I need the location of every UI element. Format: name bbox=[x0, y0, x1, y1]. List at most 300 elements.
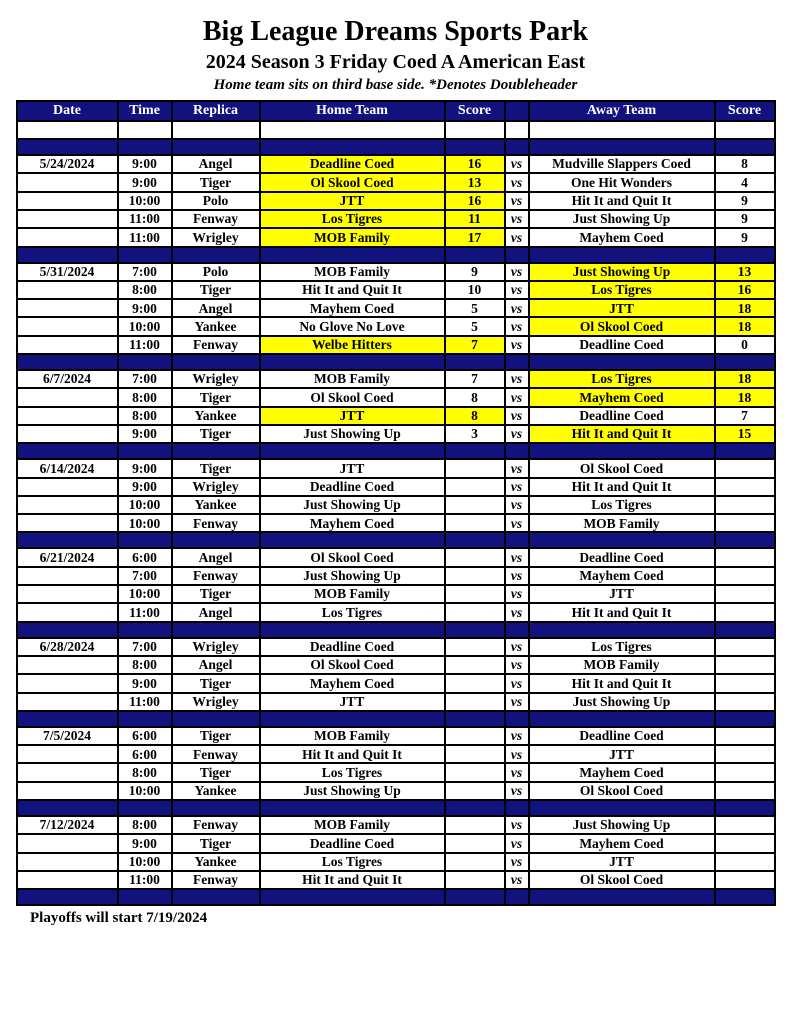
replica-cell: Fenway bbox=[172, 336, 260, 354]
separator-row bbox=[17, 139, 775, 155]
separator-cell bbox=[529, 622, 715, 638]
away-team-cell: JTT bbox=[529, 745, 715, 763]
separator-cell bbox=[715, 247, 775, 263]
column-header-away-team: Away Team bbox=[529, 101, 715, 121]
home-team-cell: Ol Skool Coed bbox=[260, 548, 445, 566]
time-cell: 10:00 bbox=[118, 514, 172, 532]
date-cell bbox=[17, 585, 118, 603]
time-cell: 9:00 bbox=[118, 425, 172, 443]
time-cell: 7:00 bbox=[118, 263, 172, 281]
vs-cell: vs bbox=[505, 496, 529, 514]
game-row bbox=[17, 782, 775, 800]
game-row bbox=[17, 548, 775, 566]
home-team-cell: Los Tigres bbox=[260, 853, 445, 871]
schedule-body bbox=[17, 121, 775, 905]
away-team-cell: Ol Skool Coed bbox=[529, 871, 715, 889]
away-score-cell bbox=[715, 674, 775, 692]
replica-cell: Tiger bbox=[172, 281, 260, 299]
home-score-cell: 5 bbox=[445, 317, 505, 335]
separator-cell bbox=[172, 889, 260, 905]
separator-cell bbox=[529, 800, 715, 816]
home-team-cell: Just Showing Up bbox=[260, 425, 445, 443]
date-cell bbox=[17, 281, 118, 299]
away-score-cell bbox=[715, 638, 775, 656]
game-row bbox=[17, 693, 775, 711]
separator-row bbox=[17, 889, 775, 905]
game-row bbox=[17, 317, 775, 335]
away-team-cell: JTT bbox=[529, 585, 715, 603]
replica-cell: Yankee bbox=[172, 407, 260, 425]
date-cell: 6/21/2024 bbox=[17, 548, 118, 566]
separator-cell bbox=[260, 532, 445, 548]
page-note: Home team sits on third base side. *Denotes Doubleheader bbox=[213, 76, 578, 93]
game-row bbox=[17, 228, 775, 246]
separator-row bbox=[17, 532, 775, 548]
date-cell: 5/24/2024 bbox=[17, 155, 118, 173]
vs-cell: vs bbox=[505, 263, 529, 281]
away-team-cell: Los Tigres bbox=[529, 638, 715, 656]
home-score-cell bbox=[445, 871, 505, 889]
separator-cell bbox=[172, 247, 260, 263]
away-score-cell: 7 bbox=[715, 407, 775, 425]
separator-cell bbox=[529, 354, 715, 370]
home-team-cell: Ol Skool Coed bbox=[260, 388, 445, 406]
spacer-row bbox=[17, 121, 775, 139]
date-cell bbox=[17, 763, 118, 781]
away-score-cell bbox=[715, 745, 775, 763]
away-team-cell: Los Tigres bbox=[529, 496, 715, 514]
replica-cell: Fenway bbox=[172, 816, 260, 834]
home-team-cell: MOB Family bbox=[260, 727, 445, 745]
page-title: Big League Dreams Sports Park bbox=[202, 16, 589, 47]
date-cell bbox=[17, 514, 118, 532]
away-team-cell: Mayhem Coed bbox=[529, 228, 715, 246]
home-score-cell: 5 bbox=[445, 299, 505, 317]
replica-cell: Tiger bbox=[172, 727, 260, 745]
time-cell: 8:00 bbox=[118, 816, 172, 834]
replica-cell: Wrigley bbox=[172, 693, 260, 711]
vs-cell: vs bbox=[505, 834, 529, 852]
separator-cell bbox=[445, 622, 505, 638]
home-team-cell: Ol Skool Coed bbox=[260, 656, 445, 674]
replica-cell: Fenway bbox=[172, 567, 260, 585]
home-score-cell: 3 bbox=[445, 425, 505, 443]
home-score-cell bbox=[445, 834, 505, 852]
game-row bbox=[17, 567, 775, 585]
home-team-cell: JTT bbox=[260, 192, 445, 210]
home-team-cell: Deadline Coed bbox=[260, 834, 445, 852]
replica-cell: Fenway bbox=[172, 514, 260, 532]
away-score-cell: 16 bbox=[715, 281, 775, 299]
time-cell: 7:00 bbox=[118, 567, 172, 585]
home-score-cell bbox=[445, 459, 505, 477]
separator-cell bbox=[505, 711, 529, 727]
vs-cell: vs bbox=[505, 567, 529, 585]
column-header-away-score: Score bbox=[715, 101, 775, 121]
vs-cell: vs bbox=[505, 853, 529, 871]
time-cell: 10:00 bbox=[118, 585, 172, 603]
replica-cell: Tiger bbox=[172, 585, 260, 603]
home-team-cell: JTT bbox=[260, 693, 445, 711]
time-cell: 7:00 bbox=[118, 370, 172, 388]
separator-cell bbox=[17, 532, 118, 548]
home-team-cell: Los Tigres bbox=[260, 603, 445, 621]
time-cell: 11:00 bbox=[118, 210, 172, 228]
date-cell bbox=[17, 299, 118, 317]
date-cell bbox=[17, 478, 118, 496]
home-score-cell bbox=[445, 603, 505, 621]
separator-cell bbox=[715, 532, 775, 548]
game-row bbox=[17, 638, 775, 656]
separator-cell bbox=[715, 711, 775, 727]
vs-cell: vs bbox=[505, 192, 529, 210]
column-header-replica: Replica bbox=[172, 101, 260, 121]
replica-cell: Tiger bbox=[172, 459, 260, 477]
date-cell bbox=[17, 317, 118, 335]
column-header-vs bbox=[505, 101, 529, 121]
separator-cell bbox=[445, 247, 505, 263]
game-row bbox=[17, 871, 775, 889]
away-team-cell: Deadline Coed bbox=[529, 336, 715, 354]
separator-cell bbox=[17, 622, 118, 638]
separator-cell bbox=[260, 354, 445, 370]
spacer-cell bbox=[118, 121, 172, 139]
home-team-cell: Los Tigres bbox=[260, 210, 445, 228]
home-score-cell: 13 bbox=[445, 173, 505, 191]
away-team-cell: Mudville Slappers Coed bbox=[529, 155, 715, 173]
date-cell bbox=[17, 425, 118, 443]
date-cell: 6/14/2024 bbox=[17, 459, 118, 477]
game-row bbox=[17, 459, 775, 477]
home-score-cell: 11 bbox=[445, 210, 505, 228]
away-score-cell: 13 bbox=[715, 263, 775, 281]
time-cell: 11:00 bbox=[118, 603, 172, 621]
game-row bbox=[17, 336, 775, 354]
home-team-cell: JTT bbox=[260, 459, 445, 477]
away-score-cell bbox=[715, 567, 775, 585]
away-score-cell bbox=[715, 656, 775, 674]
vs-cell: vs bbox=[505, 585, 529, 603]
away-score-cell bbox=[715, 816, 775, 834]
separator-cell bbox=[445, 354, 505, 370]
separator-cell bbox=[505, 800, 529, 816]
home-team-cell: MOB Family bbox=[260, 585, 445, 603]
home-team-cell: Deadline Coed bbox=[260, 155, 445, 173]
separator-cell bbox=[172, 532, 260, 548]
home-team-cell: Hit It and Quit It bbox=[260, 871, 445, 889]
separator-cell bbox=[260, 622, 445, 638]
vs-cell: vs bbox=[505, 425, 529, 443]
time-cell: 9:00 bbox=[118, 173, 172, 191]
away-team-cell: Los Tigres bbox=[529, 281, 715, 299]
away-score-cell bbox=[715, 548, 775, 566]
home-score-cell: 8 bbox=[445, 407, 505, 425]
separator-cell bbox=[172, 622, 260, 638]
away-score-cell bbox=[715, 727, 775, 745]
separator-cell bbox=[172, 800, 260, 816]
away-score-cell bbox=[715, 585, 775, 603]
replica-cell: Yankee bbox=[172, 317, 260, 335]
home-score-cell bbox=[445, 567, 505, 585]
date-cell bbox=[17, 745, 118, 763]
page-subtitle: 2024 Season 3 Friday Coed A American East bbox=[205, 50, 586, 73]
home-score-cell bbox=[445, 478, 505, 496]
time-cell: 8:00 bbox=[118, 656, 172, 674]
away-team-cell: Just Showing Up bbox=[529, 816, 715, 834]
away-team-cell: Hit It and Quit It bbox=[529, 192, 715, 210]
time-cell: 10:00 bbox=[118, 496, 172, 514]
away-score-cell: 18 bbox=[715, 370, 775, 388]
home-team-cell: Just Showing Up bbox=[260, 567, 445, 585]
separator-cell bbox=[529, 139, 715, 155]
home-score-cell: 8 bbox=[445, 388, 505, 406]
separator-cell bbox=[445, 889, 505, 905]
home-score-cell bbox=[445, 638, 505, 656]
away-team-cell: Mayhem Coed bbox=[529, 834, 715, 852]
away-score-cell: 4 bbox=[715, 173, 775, 191]
vs-cell: vs bbox=[505, 388, 529, 406]
vs-cell: vs bbox=[505, 656, 529, 674]
game-row bbox=[17, 656, 775, 674]
replica-cell: Yankee bbox=[172, 853, 260, 871]
date-cell bbox=[17, 192, 118, 210]
separator-row bbox=[17, 800, 775, 816]
playoffs-note: Playoffs will start 7/19/2024 bbox=[30, 910, 208, 927]
separator-row bbox=[17, 711, 775, 727]
home-team-cell: Mayhem Coed bbox=[260, 299, 445, 317]
home-score-cell: 9 bbox=[445, 263, 505, 281]
date-cell bbox=[17, 567, 118, 585]
separator-row bbox=[17, 443, 775, 459]
home-team-cell: MOB Family bbox=[260, 228, 445, 246]
vs-cell: vs bbox=[505, 299, 529, 317]
away-score-cell bbox=[715, 496, 775, 514]
game-row bbox=[17, 745, 775, 763]
game-row bbox=[17, 210, 775, 228]
home-score-cell: 7 bbox=[445, 370, 505, 388]
date-cell bbox=[17, 603, 118, 621]
home-score-cell bbox=[445, 745, 505, 763]
vs-cell: vs bbox=[505, 370, 529, 388]
time-cell: 6:00 bbox=[118, 727, 172, 745]
date-cell bbox=[17, 693, 118, 711]
separator-cell bbox=[505, 532, 529, 548]
vs-cell: vs bbox=[505, 281, 529, 299]
separator-cell bbox=[445, 139, 505, 155]
away-score-cell bbox=[715, 834, 775, 852]
game-row bbox=[17, 853, 775, 871]
home-team-cell: MOB Family bbox=[260, 370, 445, 388]
separator-cell bbox=[260, 443, 445, 459]
game-row bbox=[17, 425, 775, 443]
separator-cell bbox=[260, 711, 445, 727]
game-row bbox=[17, 281, 775, 299]
home-score-cell bbox=[445, 585, 505, 603]
date-cell: 6/7/2024 bbox=[17, 370, 118, 388]
away-score-cell: 18 bbox=[715, 317, 775, 335]
replica-cell: Wrigley bbox=[172, 638, 260, 656]
time-cell: 6:00 bbox=[118, 548, 172, 566]
away-team-cell: Deadline Coed bbox=[529, 548, 715, 566]
separator-cell bbox=[260, 889, 445, 905]
column-header-date: Date bbox=[17, 101, 118, 121]
separator-cell bbox=[715, 622, 775, 638]
game-row bbox=[17, 514, 775, 532]
away-team-cell: Mayhem Coed bbox=[529, 763, 715, 781]
separator-cell bbox=[17, 889, 118, 905]
date-cell: 7/5/2024 bbox=[17, 727, 118, 745]
time-cell: 9:00 bbox=[118, 478, 172, 496]
vs-cell: vs bbox=[505, 514, 529, 532]
away-team-cell: One Hit Wonders bbox=[529, 173, 715, 191]
separator-cell bbox=[17, 354, 118, 370]
game-row bbox=[17, 263, 775, 281]
replica-cell: Tiger bbox=[172, 425, 260, 443]
home-score-cell bbox=[445, 693, 505, 711]
away-team-cell: Mayhem Coed bbox=[529, 388, 715, 406]
vs-cell: vs bbox=[505, 638, 529, 656]
separator-cell bbox=[118, 532, 172, 548]
home-team-cell: Just Showing Up bbox=[260, 496, 445, 514]
away-score-cell bbox=[715, 603, 775, 621]
home-score-cell bbox=[445, 496, 505, 514]
header-row bbox=[17, 101, 775, 121]
time-cell: 9:00 bbox=[118, 674, 172, 692]
separator-cell bbox=[529, 532, 715, 548]
separator-cell bbox=[529, 247, 715, 263]
away-score-cell: 8 bbox=[715, 155, 775, 173]
home-team-cell: Deadline Coed bbox=[260, 638, 445, 656]
game-row bbox=[17, 192, 775, 210]
vs-cell: vs bbox=[505, 745, 529, 763]
separator-cell bbox=[17, 711, 118, 727]
game-row bbox=[17, 674, 775, 692]
home-team-cell: Hit It and Quit It bbox=[260, 281, 445, 299]
spacer-cell bbox=[715, 121, 775, 139]
away-team-cell: Ol Skool Coed bbox=[529, 782, 715, 800]
time-cell: 8:00 bbox=[118, 763, 172, 781]
vs-cell: vs bbox=[505, 871, 529, 889]
home-team-cell: Just Showing Up bbox=[260, 782, 445, 800]
away-score-cell: 15 bbox=[715, 425, 775, 443]
home-team-cell: Welbe Hitters bbox=[260, 336, 445, 354]
away-team-cell: Just Showing Up bbox=[529, 693, 715, 711]
separator-cell bbox=[118, 139, 172, 155]
time-cell: 10:00 bbox=[118, 192, 172, 210]
separator-cell bbox=[172, 443, 260, 459]
separator-cell bbox=[118, 443, 172, 459]
game-row bbox=[17, 763, 775, 781]
separator-cell bbox=[715, 139, 775, 155]
away-score-cell: 9 bbox=[715, 192, 775, 210]
date-cell: 6/28/2024 bbox=[17, 638, 118, 656]
separator-cell bbox=[118, 247, 172, 263]
away-score-cell: 18 bbox=[715, 299, 775, 317]
separator-cell bbox=[445, 800, 505, 816]
replica-cell: Polo bbox=[172, 263, 260, 281]
date-cell bbox=[17, 656, 118, 674]
time-cell: 8:00 bbox=[118, 388, 172, 406]
time-cell: 9:00 bbox=[118, 834, 172, 852]
separator-cell bbox=[445, 443, 505, 459]
away-team-cell: MOB Family bbox=[529, 656, 715, 674]
home-team-cell: Los Tigres bbox=[260, 763, 445, 781]
date-cell: 5/31/2024 bbox=[17, 263, 118, 281]
away-team-cell: Just Showing Up bbox=[529, 210, 715, 228]
separator-cell bbox=[118, 889, 172, 905]
replica-cell: Tiger bbox=[172, 388, 260, 406]
vs-cell: vs bbox=[505, 816, 529, 834]
separator-cell bbox=[17, 443, 118, 459]
separator-cell bbox=[172, 711, 260, 727]
separator-cell bbox=[172, 139, 260, 155]
separator-cell bbox=[505, 622, 529, 638]
away-team-cell: MOB Family bbox=[529, 514, 715, 532]
away-score-cell bbox=[715, 871, 775, 889]
game-row bbox=[17, 603, 775, 621]
schedule-table bbox=[16, 100, 776, 906]
time-cell: 11:00 bbox=[118, 228, 172, 246]
home-score-cell: 16 bbox=[445, 155, 505, 173]
separator-cell bbox=[118, 711, 172, 727]
game-row bbox=[17, 834, 775, 852]
time-cell: 10:00 bbox=[118, 853, 172, 871]
separator-cell bbox=[118, 800, 172, 816]
home-score-cell bbox=[445, 656, 505, 674]
replica-cell: Yankee bbox=[172, 496, 260, 514]
separator-cell bbox=[529, 443, 715, 459]
vs-cell: vs bbox=[505, 478, 529, 496]
replica-cell: Angel bbox=[172, 155, 260, 173]
vs-cell: vs bbox=[505, 727, 529, 745]
replica-cell: Wrigley bbox=[172, 478, 260, 496]
date-cell bbox=[17, 853, 118, 871]
separator-cell bbox=[529, 889, 715, 905]
separator-row bbox=[17, 247, 775, 263]
home-team-cell: Hit It and Quit It bbox=[260, 745, 445, 763]
home-team-cell: Mayhem Coed bbox=[260, 674, 445, 692]
spacer-cell bbox=[17, 121, 118, 139]
away-score-cell bbox=[715, 853, 775, 871]
away-score-cell bbox=[715, 693, 775, 711]
replica-cell: Fenway bbox=[172, 871, 260, 889]
away-score-cell bbox=[715, 782, 775, 800]
vs-cell: vs bbox=[505, 782, 529, 800]
separator-cell bbox=[529, 711, 715, 727]
separator-cell bbox=[715, 443, 775, 459]
date-cell bbox=[17, 173, 118, 191]
away-team-cell: Mayhem Coed bbox=[529, 567, 715, 585]
game-row bbox=[17, 407, 775, 425]
replica-cell: Tiger bbox=[172, 674, 260, 692]
vs-cell: vs bbox=[505, 548, 529, 566]
home-team-cell: MOB Family bbox=[260, 816, 445, 834]
away-team-cell: JTT bbox=[529, 853, 715, 871]
separator-cell bbox=[118, 354, 172, 370]
vs-cell: vs bbox=[505, 763, 529, 781]
time-cell: 9:00 bbox=[118, 299, 172, 317]
away-team-cell: Ol Skool Coed bbox=[529, 459, 715, 477]
spacer-cell bbox=[505, 121, 529, 139]
spacer-cell bbox=[529, 121, 715, 139]
vs-cell: vs bbox=[505, 173, 529, 191]
home-score-cell bbox=[445, 816, 505, 834]
time-cell: 10:00 bbox=[118, 782, 172, 800]
time-cell: 8:00 bbox=[118, 407, 172, 425]
separator-cell bbox=[505, 443, 529, 459]
home-team-cell: Deadline Coed bbox=[260, 478, 445, 496]
away-score-cell: 0 bbox=[715, 336, 775, 354]
